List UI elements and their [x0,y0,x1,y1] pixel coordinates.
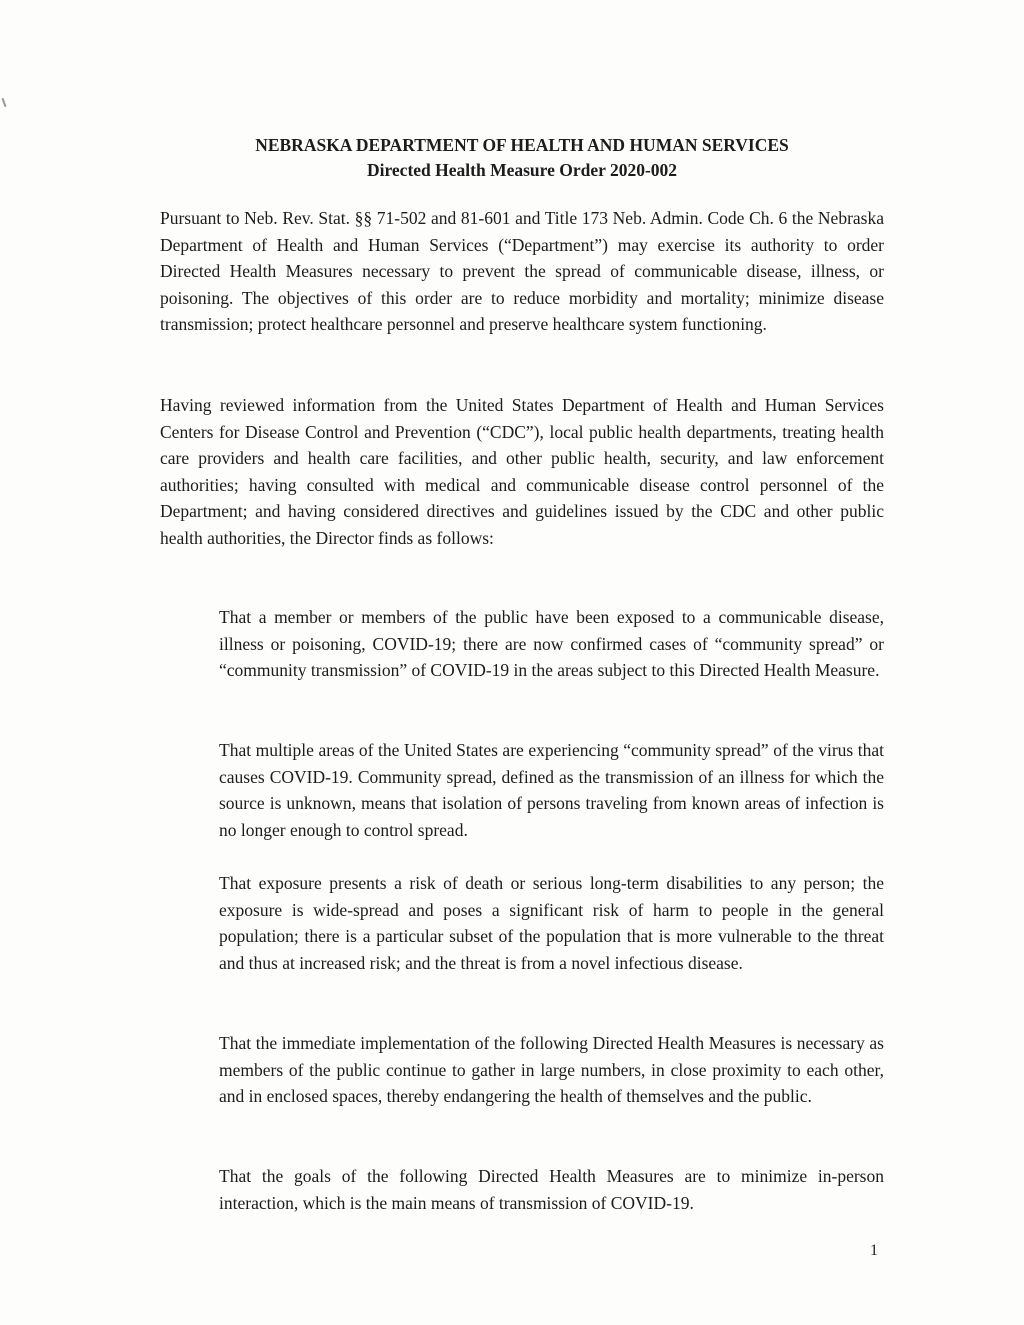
finding-paragraph: That the goals of the following Directed Health Measures are to minimize in-person interaction, which is the main means of transmission of COVID-19. [219,1166,884,1213]
finding-paragraph: That multiple areas of the United States are experiencing “community spread” of the virus that causes COVID-19. Community spread, defined as the transmission of an illness for which the source is unknown, means that isolation of persons traveling from known areas of infection is no longer enough to control spread. [219,740,884,840]
findings-intro-paragraph: Having reviewed information from the United States Department of Health and Human Services Centers for Disease Control and Prevention (“CDC”), local public health departments, treating health care providers and health care facilities, and other public health, security, and law enforcement authorities; having consulted with medical and communicable disease control personnel of the Department; and having considered directives and guidelines issued by the CDC and other public health authorities, the Director finds as follows: [160,395,884,548]
scan-mark [2,98,7,107]
authority-paragraph: Pursuant to Neb. Rev. Stat. §§ 71-502 and 81-601 and Title 173 Neb. Admin. Code Ch. 6 the Nebraska Department of Health and Human Services (“Department”) may exercise its authority to order Directed Health Measures necessary to prevent the spread of communicable disease, illness, or poisoning. The objectives of this order are to reduce morbidity and mortality; minimize disease transmission; protect healthcare personnel and preserve healthcare system functioning. [160,208,884,335]
finding-paragraph: That a member or members of the public have been exposed to a communicable disease, illness or poisoning, COVID-19; there are now confirmed cases of “community spread” or “community transmission” of COVID-19 in the areas subject to this Directed Health Measure. [219,607,884,681]
finding-paragraph: That exposure presents a risk of death or serious long-term disabilities to any person; the exposure is wide-spread and poses a significant risk of harm to people in the general population; there is a particular subset of the population that is more vulnerable to the threat and thus at increased risk; and the threat is from a novel infectious disease. [219,873,884,973]
finding-paragraph: That the immediate implementation of the following Directed Health Measures is necessary as members of the public continue to gather in large numbers, in close proximity to each other, and in enclosed spaces, thereby endangering the health of themselves and the public. [219,1033,884,1107]
order-title: Directed Health Measure Order 2020-002 [366,160,678,180]
agency-title: NEBRASKA DEPARTMENT OF HEALTH AND HUMAN SERVICES [255,135,789,155]
page-number: 1 [870,1242,878,1259]
